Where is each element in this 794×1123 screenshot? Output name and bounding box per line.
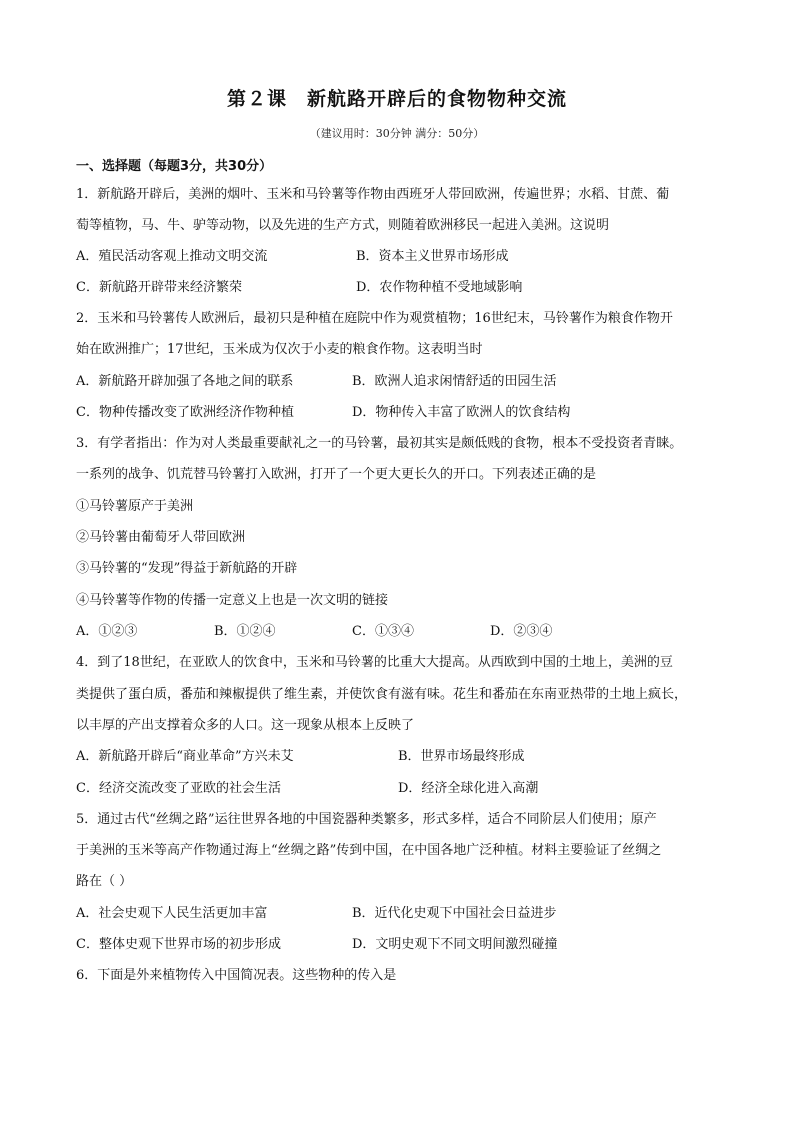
question-3-option-a: A．①②③ — [76, 624, 138, 639]
question-3-statement-2: ②马铃薯由葡萄牙人带回欧洲 — [76, 530, 246, 545]
question-4-text: 以丰厚的产出支撑着众多的人口。这一现象从根本上反映了 — [76, 718, 415, 733]
question-4-text: 类提供了蛋白质，番茄和辣椒提供了维生素，并使饮食有滋有味。花生和番茄在东南亚热带的土地上疯长， — [76, 687, 688, 702]
question-5-text: 路在（ ） — [76, 874, 133, 889]
question-4-option-a: A．新航路开辟后“商业革命”方兴未艾 — [76, 749, 294, 764]
question-5-option-b: B．近代化史观下中国社会日益进步 — [352, 906, 557, 921]
question-6-text: 6．下面是外来植物传入中国简况表。这些物种的传入是 — [76, 968, 397, 983]
question-1-option-c: C．新航路开辟带来经济繁荣 — [76, 280, 242, 295]
question-3-option-c: C．①③④ — [352, 624, 414, 639]
question-3-text: 3．有学者指出：作为对人类最重要献礼之一的马铃薯，最初其实是颇低贱的食物，根本不受投资者青睐。 — [76, 436, 683, 451]
question-2-text: 始在欧洲推广；17世纪，玉米成为仅次于小麦的粮食作物。这表明当时 — [76, 342, 483, 357]
question-5-option-d: D．文明史观下不同文明间激烈碰撞 — [352, 937, 558, 952]
question-3-option-b: B．①②④ — [214, 624, 276, 639]
page-subtitle: （建议用时：30分钟 满分：50分） — [309, 127, 485, 140]
question-2-option-b: B．欧洲人追求闲情舒适的田园生活 — [352, 374, 557, 389]
question-2-option-c: C．物种传播改变了欧洲经济作物种植 — [76, 405, 294, 420]
question-3-statement-3: ③马铃薯的“发现”得益于新航路的开辟 — [76, 561, 298, 576]
question-4-option-b: B．世界市场最终形成 — [398, 749, 525, 764]
question-3-text: 一系列的战争、饥荒替马铃薯打入欧洲，打开了一个更大更长久的开口。下列表述正确的是 — [76, 467, 597, 482]
question-2-option-d: D．物种传入丰富了欧洲人的饮食结构 — [352, 405, 571, 420]
question-2-option-a: A．新航路开辟加强了各地之间的联系 — [76, 374, 294, 389]
question-1-option-a: A．殖民活动客观上推动文明交流 — [76, 249, 268, 264]
question-4-option-d: D．经济全球化进入高潮 — [398, 781, 539, 796]
question-4-option-c: C．经济交流改变了亚欧的社会生活 — [76, 781, 281, 796]
section-heading: 一、选择题（每题3分，共30分） — [76, 159, 273, 174]
question-5-option-c: C．整体史观下世界市场的初步形成 — [76, 937, 281, 952]
question-2-text: 2．玉米和马铃薯传人欧洲后，最初只是种植在庭院中作为观赏植物；16世纪末，马铃薯作为粮食作物开 — [76, 311, 673, 326]
question-4-text: 4．到了18世纪，在亚欧人的饮食中，玉米和马铃薯的比重大大提高。从西欧到中国的土地上，美洲的豆 — [76, 655, 673, 670]
question-5-text: 5．通过古代“丝绸之路”运往世界各地的中国瓷器种类繁多，形式多样，适合不同阶层人们使用；原产 — [76, 812, 657, 827]
question-5-text: 于美洲的玉米等高产作物通过海上“丝绸之路”传到中国，在中国各地广泛种植。材料主要验证了丝绸之 — [76, 843, 662, 858]
question-3-statement-1: ①马铃薯原产于美洲 — [76, 499, 194, 514]
question-1-text: 1．新航路开辟后，美洲的烟叶、玉米和马铃薯等作物由西班牙人带回欧洲，传遍世界；水稻、甘蔗、葡 — [76, 187, 670, 202]
page-title: 第２课 新航路开辟后的食物物种交流 — [226, 88, 567, 110]
question-3-option-d: D．②③④ — [490, 624, 553, 639]
question-1-option-d: D．农作物种植不受地域影响 — [356, 280, 523, 295]
question-1-option-b: B．资本主义世界市场形成 — [356, 249, 509, 264]
question-3-statement-4: ④马铃薯等作物的传播一定意义上也是一次文明的链接 — [76, 593, 389, 608]
question-1-text: 萄等植物，马、牛、驴等动物，以及先进的生产方式，则随着欧洲移民一起进入美洲。这说明 — [76, 218, 610, 233]
question-5-option-a: A．社会史观下人民生活更加丰富 — [76, 906, 268, 921]
